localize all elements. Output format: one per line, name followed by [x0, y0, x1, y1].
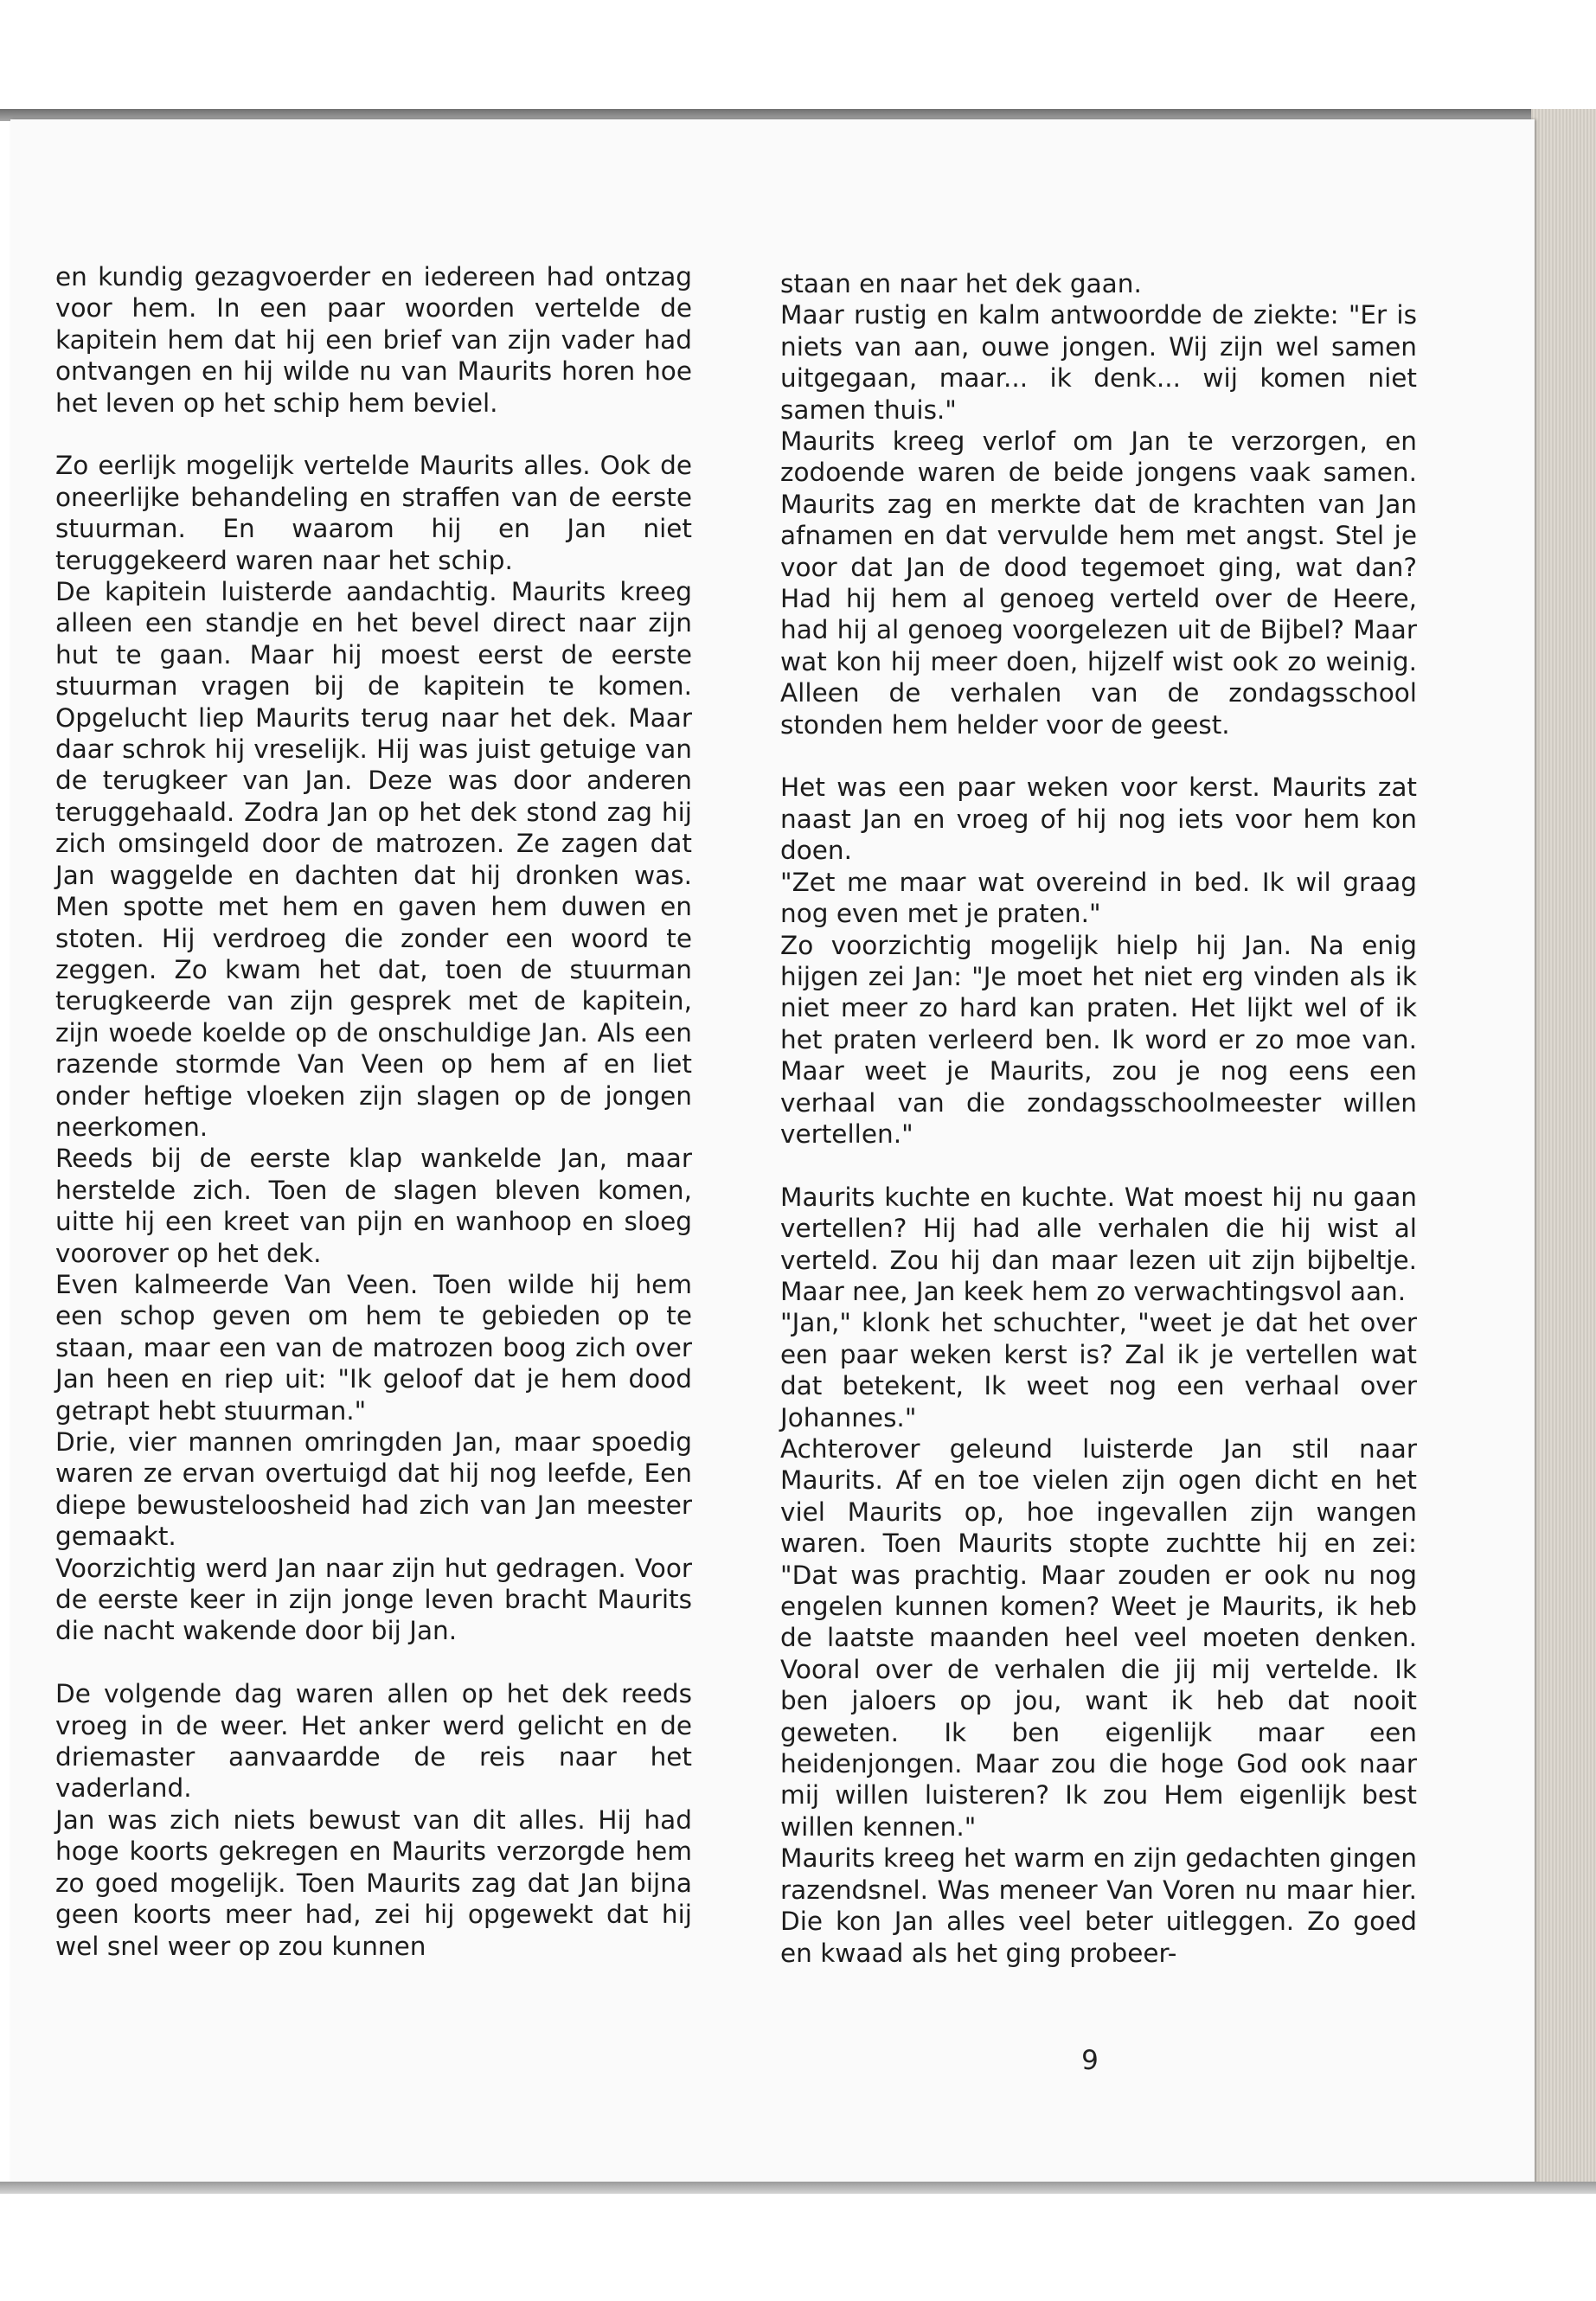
paragraph: "Zet me maar wat overeind in bed. Ik wil graag nog even met je praten."	[780, 867, 1417, 929]
paragraph: Jan was zich niets bewust van dit alles. Hij had hoge koorts gekregen en Maurits verzorgde hem zo goed mogelijk. Toen Maurits zag dat Jan bijna geen koorts meer had, zei hij opgewekt dat hij wel snel weer op zou kunnen	[55, 1804, 692, 1961]
paragraph: "Jan," klonk het schuchter, "weet je dat het over een paar weken kerst is? Zal ik je vertellen wat dat betekent, Ik weet nog een verhaal over Johannes."	[780, 1308, 1417, 1433]
paragraph: Maurits kreeg het warm en zijn gedachten gingen razendsnel. Was meneer Van Voren nu maar hier. Die kon Jan alles veel beter uitleggen. Zo goed en kwaad als het ging probeer-	[780, 1843, 1417, 1968]
paragraph: De kapitein luisterde aandachtig. Maurits kreeg alleen een standje en het bevel direct naar zijn hut te gaan. Maar hij moest eerst de eerste stuurman vragen bij de kapitein te komen. Opgelucht liep Maurits terug naar het dek. Maar daar schrok hij vreselijk. Hij was juist getuige van de terugkeer van Jan. Deze was door anderen teruggehaald. Zodra Jan op het dek stond zag hij zich omsingeld door de matrozen. Ze zagen dat Jan waggelde en dachten dat hij dronken was. Men spotte met hem en gaven hem duwen en stoten. Hij verdroeg die zonder een woord te zeggen. Zo kwam het dat, toen de stuurman terugkeerde van zijn gesprek met de kapitein, zijn woede koelde op de onschuldige Jan. Als een razende stormde Van Veen op hem af en liet onder heftige vloeken zijn slagen op de jongen neerkomen.	[55, 577, 692, 1142]
scan-edge-bottom	[0, 2182, 1596, 2194]
paragraph: Drie, vier mannen omringden Jan, maar spoedig waren ze ervan overtuigd dat hij nog leefde, Een diepe bewusteloosheid had zich van Jan meester gemaakt.	[55, 1427, 692, 1552]
paragraph: De volgende dag waren allen op het dek reeds vroeg in de weer. Het anker werd gelicht en de driemaster aanvaardde de reis naar het vaderland.	[55, 1679, 692, 1804]
paragraph: Reeds bij de eerste klap wankelde Jan, maar herstelde zich. Toen de slagen bleven komen, uitte hij een kreet van pijn en wanhoop en sloeg voorover op het dek.	[55, 1144, 692, 1268]
paragraph: Even kalmeerde Van Veen. Toen wilde hij hem een schop geven om hem te gebieden op te staan, maar een van de matrozen boog zich over Jan heen en riep uit: "Ik geloof dat je hem dood getrapt hebt stuurman."	[55, 1269, 692, 1426]
paragraph: Maar rustig en kalm antwoordde de ziekte: "Er is niets van aan, ouwe jongen. Wij zijn wel samen uitgegaan, maar... ik denk... wij komen niet samen thuis."	[780, 300, 1417, 425]
paragraph: Achterover geleund luisterde Jan stil naar Maurits. Af en toe vielen zijn ogen dicht en het viel Maurits op, hoe ingevallen zijn wangen waren. Toen Maurits stopte zuchtte hij en zei: "Dat was prachtig. Maar zouden er ook nu nog engelen kunnen komen? Weet je Maurits, ik heb de laatste maanden heel veel moeten denken. Vooral over de verhalen die jij mij vertelde. Ik ben jaloers op jou, want ik heb dat nooit geweten. Ik ben eigenlijk maar een heidenjongen. Maar zou die hoge God ook naar mij willen luisteren? Ik zou Hem eigenlijk best willen kennen."	[780, 1434, 1417, 1842]
paragraph: Maurits kreeg verlof om Jan te verzorgen, en zodoende waren de beide jongens vaak samen. Maurits zag en merkte dat de krachten van Jan afnamen en dat vervulde hem met angst. Stel je voor dat Jan de dood tegemoet ging, wat dan? Had hij hem al genoeg verteld over de Heere, had hij al genoeg voorgelezen uit de Bijbel? Maar wat kon hij meer doen, hijzelf wist ook zo weinig. Alleen de verhalen van de zondagsschool stonden hem helder voor de geest.	[780, 426, 1417, 740]
paragraph: Het was een paar weken voor kerst. Maurits zat naast Jan en vroeg of hij nog iets voor hem kon doen.	[780, 772, 1417, 866]
paragraph: Zo voorzichtig mogelijk hielp hij Jan. Na enig hijgen zei Jan: "Je moet het niet erg vinden als ik niet meer zo hard kan praten. Het lijkt wel of ik het praten verleerd ben. Ik word er zo moe van. Maar weet je Maurits, zou je nog eens een verhaal van die zondagsschoolmeester willen vertellen."	[780, 930, 1417, 1149]
paragraph: Zo eerlijk mogelijk vertelde Maurits alles. Ook de oneerlijke behandeling en straffen van de eerste stuurman. En waarom hij en Jan niet teruggekeerd waren naar het schip.	[55, 451, 692, 575]
book-cover-edge	[1531, 109, 1596, 2194]
paragraph: staan en naar het dek gaan.	[780, 269, 1142, 298]
left-text-column	[55, 261, 692, 1962]
paragraph: en kundig gezagvoerder en iedereen had ontzag voor hem. In een paar woorden vertelde de kapitein hem dat hij een brief van zijn vader had ontvangen en hij wilde nu van Maurits horen hoe het leven op het schip hem beviel.	[55, 262, 692, 418]
paragraph: Maurits kuchte en kuchte. Wat moest hij nu gaan vertellen? Hij had alle verhalen die hij wist al verteld. Zou hij dan maar lezen uit zijn bijbeltje. Maar nee, Jan keek hem zo verwachtingsvol aan.	[780, 1182, 1417, 1306]
paragraph: Voorzichtig werd Jan naar zijn hut gedragen. Voor de eerste keer in zijn jonge leven bracht Maurits die nacht wakende door bij Jan.	[55, 1553, 692, 1646]
right-text-column	[780, 268, 1417, 1969]
page-number: 9	[1081, 2045, 1099, 2076]
